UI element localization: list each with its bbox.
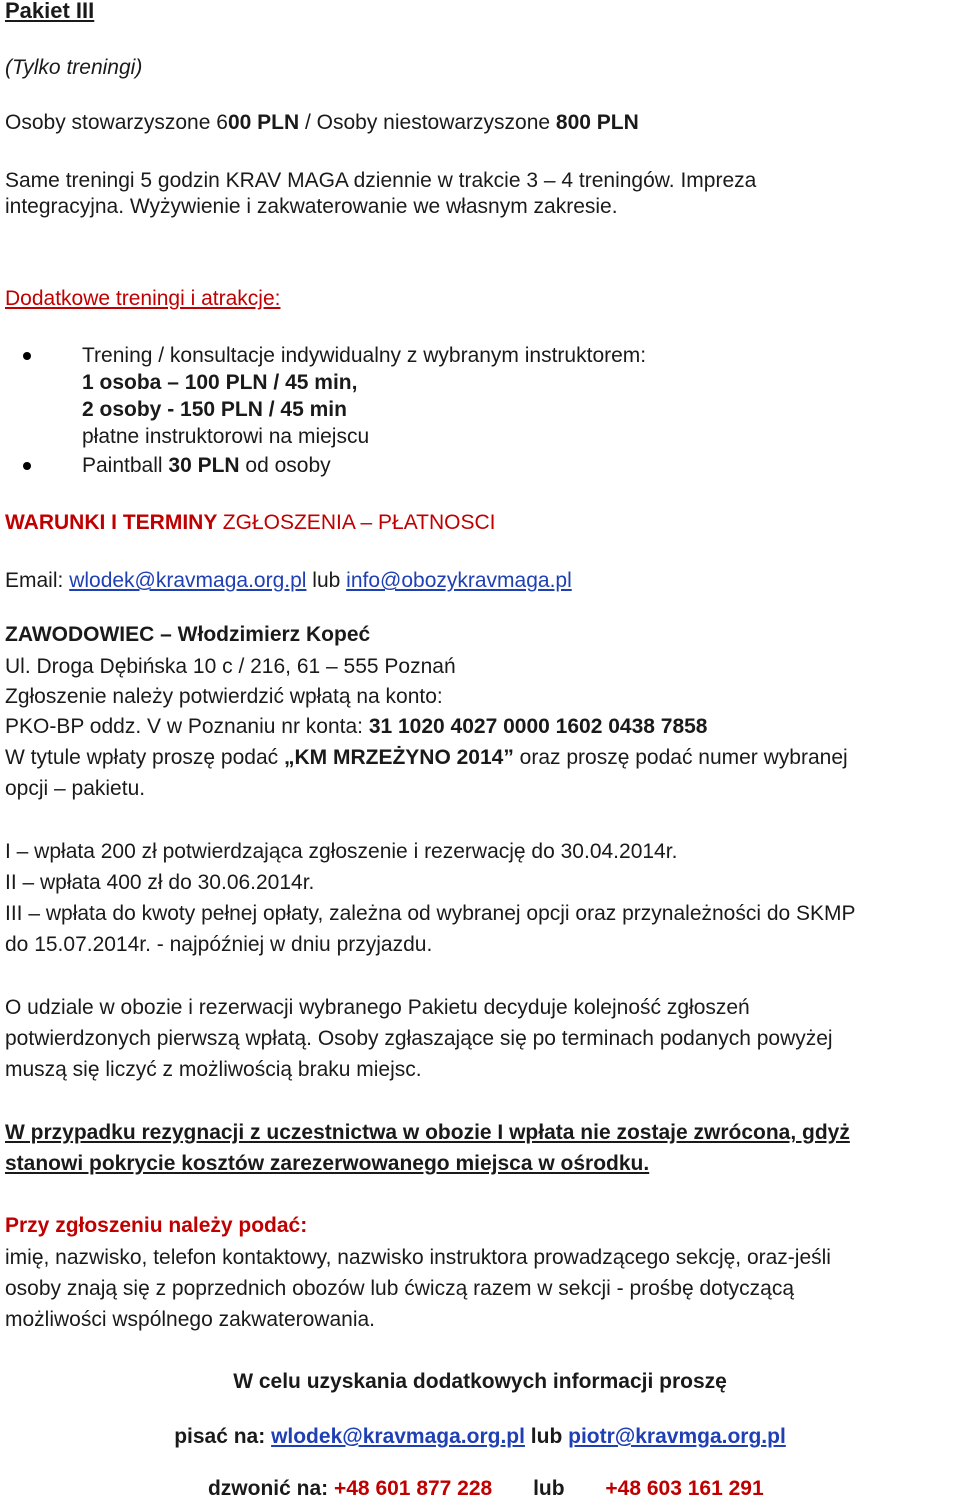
- or-text: lub: [492, 1477, 606, 1500]
- or-text: lub: [524, 1425, 569, 1448]
- bullet-icon: [23, 462, 31, 470]
- application-line: imię, nazwisko, telefon kontaktowy, nazwisko instruktora prowadzącego sekcję, oraz-jeśli: [5, 1246, 831, 1269]
- application-line: osoby znają się z poprzednich obozów lub ćwiczą razem w sekcji - prośbę dotyczącą: [5, 1277, 795, 1300]
- extras-item-paintball: [82, 453, 331, 479]
- contact-email-line: [0, 1424, 960, 1450]
- payment-title-label: W tytule wpłaty proszę podać: [5, 746, 284, 769]
- extras-item-line: 1 osoba – 100 PLN / 45 min,: [82, 371, 358, 394]
- contact-email-piotr[interactable]: piotr@kravmga.org.pl: [568, 1425, 786, 1448]
- or-text: lub: [306, 569, 347, 592]
- participation-line: O udziale w obozie i rezerwacji wybranego Pakietu decyduje kolejność zgłoszeń: [5, 996, 750, 1019]
- paintball-suffix: od osoby: [239, 454, 331, 477]
- organizer-address: Ul. Droga Dębińska 10 c / 216, 61 – 555 Poznań: [5, 655, 456, 678]
- contact-heading: W celu uzyskania dodatkowych informacji proszę: [233, 1370, 727, 1393]
- organizer-name: ZAWODOWIEC – Włodzimierz Kopeć: [5, 623, 371, 646]
- member-price: 00 PLN: [227, 111, 300, 134]
- paintball-price: 30 PLN: [168, 454, 240, 477]
- payment-title-suffix: oraz proszę podać numer wybranej: [513, 746, 848, 769]
- payment-title-line: [5, 745, 848, 771]
- email-label: Email:: [5, 569, 70, 592]
- terms-heading: [5, 510, 495, 536]
- bank-account-line: [5, 714, 707, 740]
- description-line: Same treningi 5 godzin KRAV MAGA dziennie w trakcie 3 – 4 treningów. Impreza: [5, 169, 757, 192]
- payment-stage-2: II – wpłata 400 zł do 30.06.2014r.: [5, 871, 315, 894]
- cancellation-warning-cont: stanowi pokrycie kosztów zarezerwowanego miejsca w ośrodku.: [5, 1152, 650, 1175]
- contact-phone-2[interactable]: +48 603 161 291: [605, 1477, 764, 1500]
- application-line: możliwości wspólnego zakwaterowania.: [5, 1308, 376, 1331]
- payment-title-value: „KM MRZEŻYNO 2014”: [283, 746, 514, 769]
- bank-label: PKO-BP oddz. V w Poznaniu nr konta:: [5, 715, 369, 738]
- payment-title-line2: opcji – pakietu.: [5, 777, 146, 800]
- package-title: Pakiet III: [5, 0, 95, 23]
- price-line-text: / Osoby niestowarzyszone: [299, 111, 556, 134]
- write-label: pisać na:: [174, 1425, 272, 1448]
- description-line: integracyjna. Wyżywienie i zakwaterowanie we własnym zakresie.: [5, 195, 618, 218]
- extras-heading: Dodatkowe treningi i atrakcje:: [5, 287, 281, 310]
- payment-stage-3-cont: do 15.07.2014r. - najpóźniej w dniu przyjazdu.: [5, 933, 433, 956]
- terms-heading-part: WARUNKI I TERMINY: [5, 511, 223, 534]
- extras-item-line: płatne instruktorowi na miejscu: [82, 425, 370, 448]
- price-line: [5, 110, 639, 136]
- email-line: [5, 568, 572, 594]
- participation-line: muszą się liczyć z możliwością braku miejsc.: [5, 1058, 422, 1081]
- participation-line: potwierdzonych pierwszą wpłatą. Osoby zgłaszające się po terminach podanych powyżej: [5, 1027, 833, 1050]
- price-line-text: Osoby stowarzyszone 6: [5, 111, 228, 134]
- contact-phone-line: [0, 1450, 960, 1502]
- payment-stage-1: I – wpłata 200 zł potwierdzająca zgłoszenie i rezerwację do 30.04.2014r.: [5, 840, 678, 863]
- cancellation-warning: W przypadku rezygnacji z uczestnictwa w obozie I wpłata nie zostaje zwrócona, gdyż: [5, 1121, 850, 1144]
- terms-heading-part: ZGŁOSZENIA – PŁATNOSCI: [222, 511, 496, 534]
- account-number: 31 1020 4027 0000 1602 0438 7858: [368, 715, 708, 738]
- contact-email-wlodek[interactable]: wlodek@kravmaga.org.pl: [271, 1425, 525, 1448]
- bullet-icon: [23, 352, 31, 360]
- email-link-info[interactable]: info@obozykravmaga.pl: [346, 569, 572, 592]
- extras-item-line: Trening / konsultacje indywidualny z wybranym instruktorem:: [82, 344, 647, 367]
- confirmation-note: Zgłoszenie należy potwierdzić wpłatą na konto:: [5, 685, 443, 708]
- call-label: dzwonić na:: [207, 1477, 334, 1500]
- application-heading: Przy zgłoszeniu należy podać:: [5, 1214, 308, 1237]
- paintball-label: Paintball: [82, 454, 169, 477]
- payment-stage-3: III – wpłata do kwoty pełnej opłaty, zależna od wybranej opcji oraz przynależności do SKMP: [5, 902, 856, 925]
- email-link-wlodek[interactable]: wlodek@kravmaga.org.pl: [69, 569, 307, 592]
- package-subtitle: (Tylko treningi): [5, 56, 143, 79]
- contact-phone-1[interactable]: +48 601 877 228: [333, 1477, 493, 1500]
- non-member-price: 800 PLN: [555, 111, 639, 134]
- extras-item-line: 2 osoby - 150 PLN / 45 min: [82, 398, 347, 421]
